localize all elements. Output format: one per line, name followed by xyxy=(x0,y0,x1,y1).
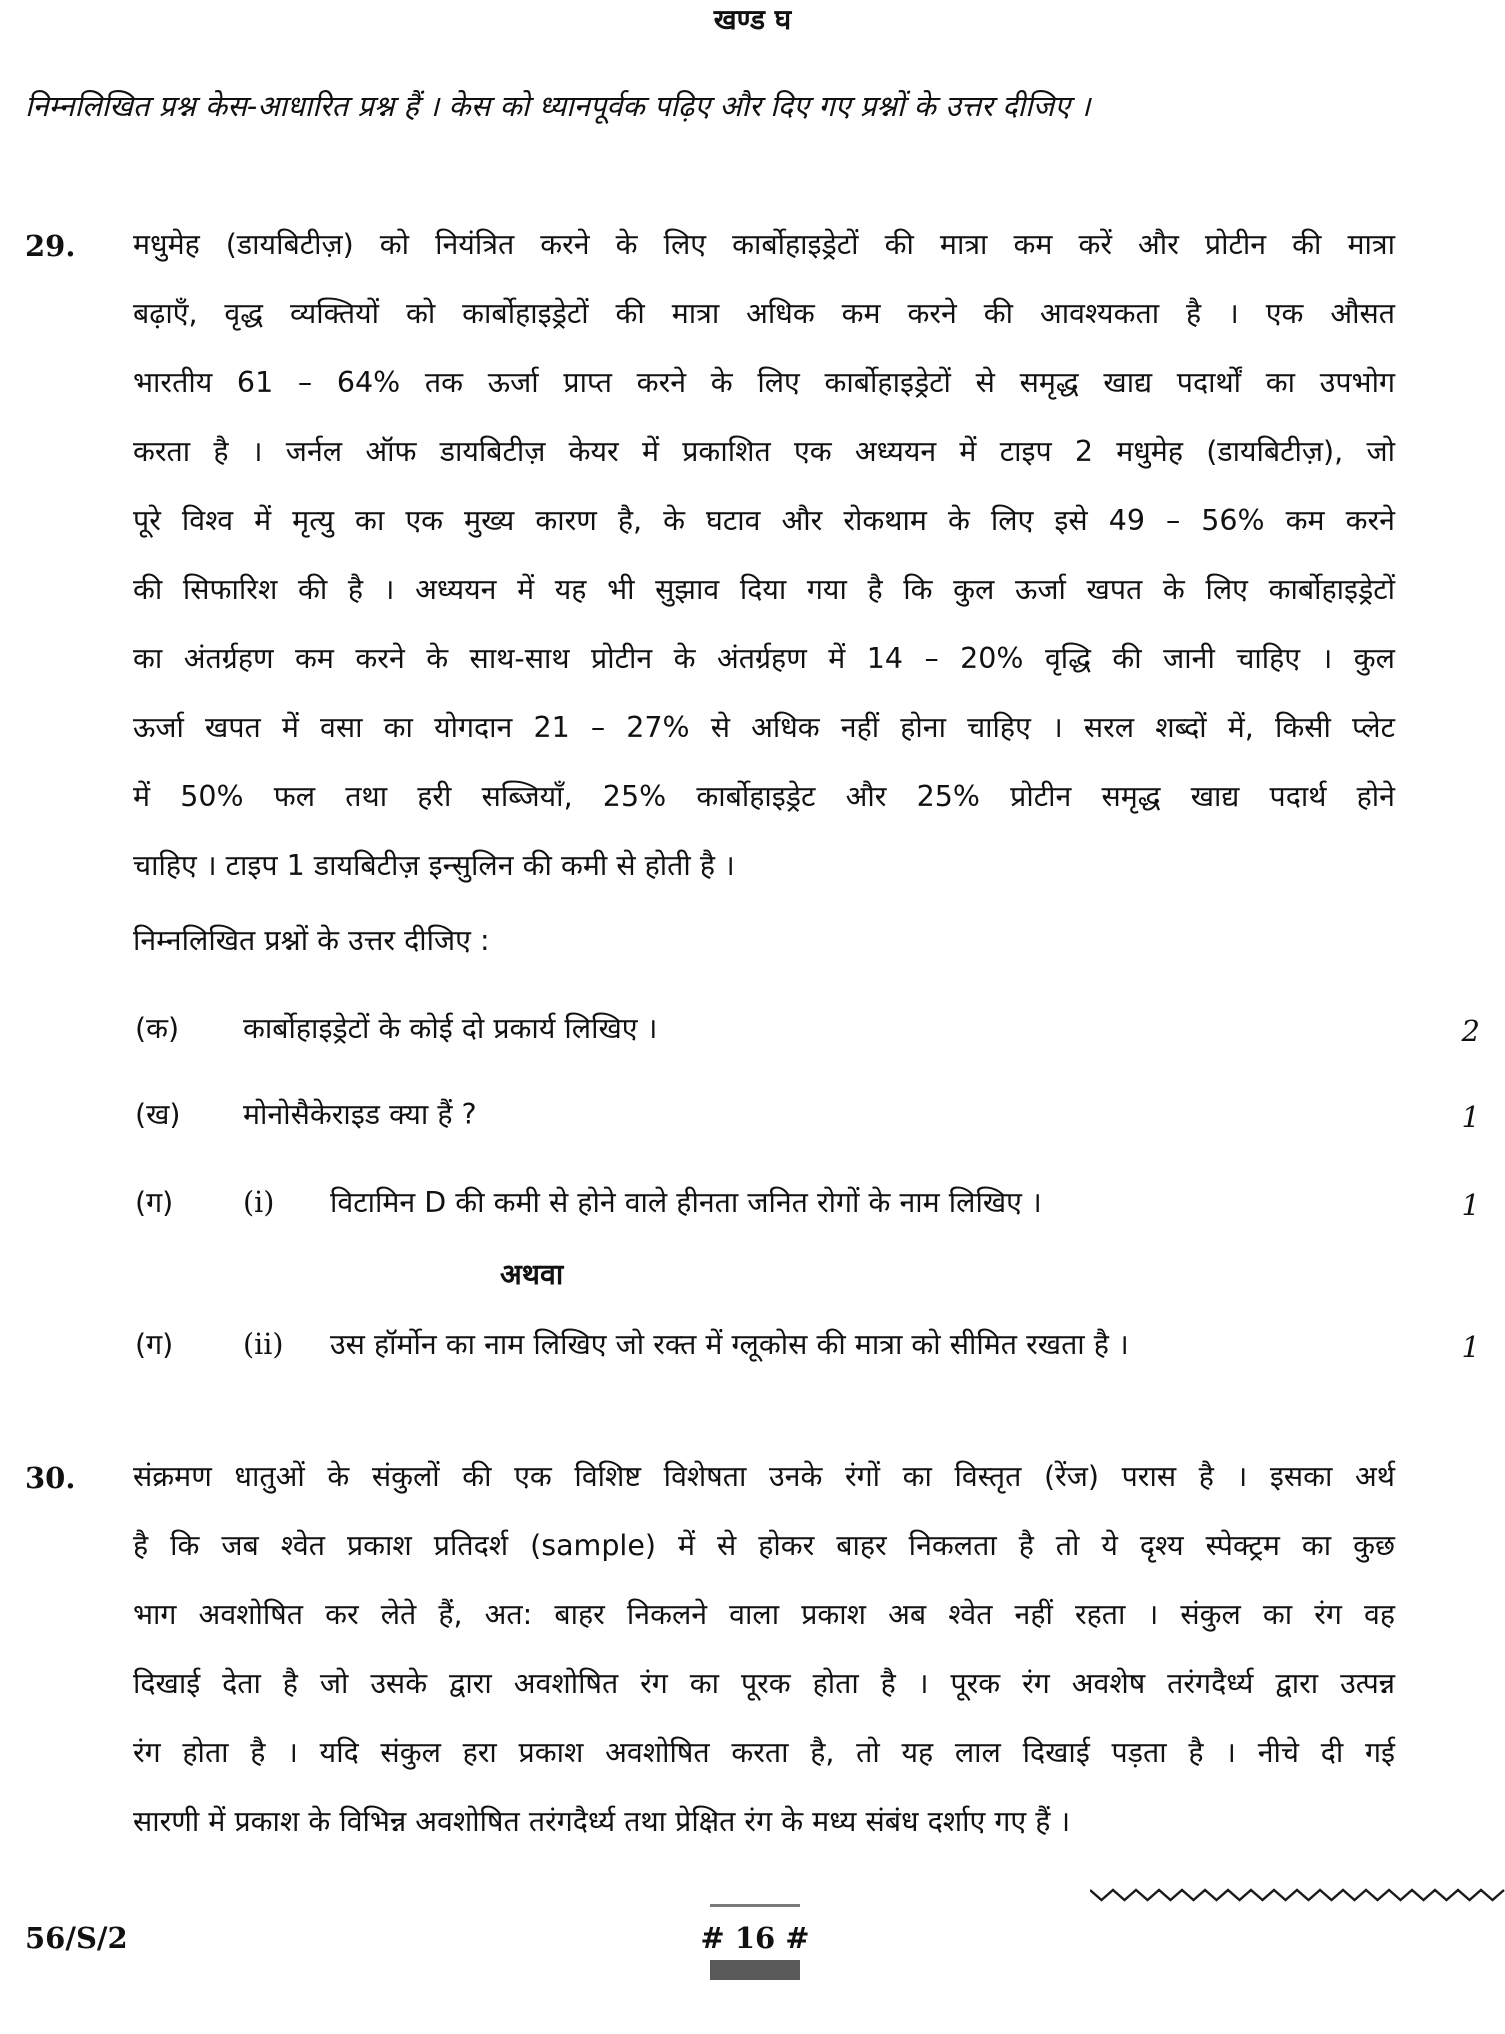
paragraph-line: पूरे विश्व में मृत्यु का एक मुख्य कारण है, के घटाव और रोकथाम के लिए इसे 49 – 56% कम करने xyxy=(133,504,1395,537)
sub-question-roman-i: (i) xyxy=(243,1186,275,1219)
page-number: # 16 # xyxy=(700,1921,810,1955)
paragraph-line: भाग अवशोषित कर लेते हैं, अत: बाहर निकलने वाला प्रकाश अब श्वेत नहीं रहता । संकुल का रंग वह xyxy=(133,1598,1395,1631)
question-number-29: 29. xyxy=(25,229,76,263)
paragraph-line: का अंतर्ग्रहण कम करने के साथ-साथ प्रोटीन के अंतर्ग्रहण में 14 – 20% वृद्धि की जानी चाहिए । कुल xyxy=(133,642,1395,675)
sub-question-label-ka: (क) xyxy=(135,1012,180,1045)
paragraph-line: है कि जब श्वेत प्रकाश प्रतिदर्श (sample) में से होकर बाहर निकलता है तो ये दृश्य स्पेक्ट्रम का कुछ xyxy=(133,1529,1395,1562)
section-instruction: निम्नलिखित प्रश्न केस-आधारित प्रश्न हैं । केस को ध्यानपूर्वक पढ़िए और दिए गए प्रश्नों के उत्तर दीजिए । xyxy=(25,89,1091,123)
paragraph-line: बढ़ाएँ, वृद्ध व्यक्तियों को कार्बोहाइड्रेटों की मात्रा अधिक कम करने की आवश्यकता है । एक औसत xyxy=(133,297,1395,330)
marks-ga-ii: 1 xyxy=(1461,1330,1480,1364)
continuation-zigzag-icon xyxy=(1090,1884,1505,1906)
marks-kha: 1 xyxy=(1461,1100,1480,1134)
sub-question-prompt: निम्नलिखित प्रश्नों के उत्तर दीजिए : xyxy=(133,924,490,957)
page-number-block xyxy=(710,1960,800,1980)
paragraph-line: करता है । जर्नल ऑफ डायबिटीज़ केयर में प्रकाशित एक अध्ययन में टाइप 2 मधुमेह (डायबिटीज़), जो xyxy=(133,435,1395,468)
paragraph-line: रंग होता है । यदि संकुल हरा प्रकाश अवशोषित करता है, तो यह लाल दिखाई पड़ता है । नीचे दी गई xyxy=(133,1736,1395,1769)
section-title: खण्ड घ xyxy=(713,3,792,36)
paragraph-line: दिखाई देता है जो उसके द्वारा अवशोषित रंग का पूरक होता है । पूरक रंग अवशेष तरंगदैर्ध्य द्वारा उत्पन्न xyxy=(133,1667,1395,1700)
paragraph-line: संक्रमण धातुओं के संकुलों की एक विशिष्ट विशेषता उनके रंगों का विस्तृत (रेंज) परास है । इसका अर्थ xyxy=(133,1460,1395,1493)
marks-ka: 2 xyxy=(1461,1014,1480,1048)
sub-question-text-ka: कार्बोहाइड्रेटों के कोई दो प्रकार्य लिखिए । xyxy=(243,1012,658,1045)
paragraph-line: चाहिए । टाइप 1 डायबिटीज़ इन्सुलिन की कमी से होती है । xyxy=(133,849,735,882)
case-paragraph-30 xyxy=(133,1456,1395,1870)
paragraph-line: भारतीय 61 – 64% तक ऊर्जा प्राप्त करने के लिए कार्बोहाइड्रेटों से समृद्ध खाद्य पदार्थों का उपभोग xyxy=(133,366,1395,399)
sub-question-roman-ii: (ii) xyxy=(243,1328,284,1361)
marks-ga-i: 1 xyxy=(1461,1188,1480,1222)
paragraph-line: सारणी में प्रकाश के विभिन्न अवशोषित तरंगदैर्ध्य तथा प्रेक्षित रंग के मध्य संबंध दर्शाए गए हैं । xyxy=(133,1805,1071,1838)
page-number-rule xyxy=(710,1904,800,1907)
or-label: अथवा xyxy=(500,1258,564,1291)
sub-question-text-kha: मोनोसैकेराइड क्या हैं ? xyxy=(243,1098,477,1131)
sub-question-text-ga-i: विटामिन D की कमी से होने वाले हीनता जनित रोगों के नाम लिखिए । xyxy=(330,1186,1042,1219)
sub-question-label-ga-ii: (ग) xyxy=(135,1328,174,1361)
question-number-30: 30. xyxy=(25,1461,76,1495)
paragraph-line: की सिफारिश की है । अध्ययन में यह भी सुझाव दिया गया है कि कुल ऊर्जा खपत के लिए कार्बोहाइड्रेटों xyxy=(133,573,1395,606)
paragraph-line: मधुमेह (डायबिटीज़) को नियंत्रित करने के लिए कार्बोहाइड्रेटों की मात्रा कम करें और प्रोटीन की मात्रा xyxy=(133,228,1395,261)
sub-question-text-ga-ii: उस हॉर्मोन का नाम लिखिए जो रक्त में ग्लूकोस की मात्रा को सीमित रखता है । xyxy=(330,1328,1129,1361)
case-paragraph-29 xyxy=(133,224,1395,914)
paper-code: 56/S/2 xyxy=(25,1921,128,1955)
sub-question-label-kha: (ख) xyxy=(135,1098,181,1131)
paragraph-line: ऊर्जा खपत में वसा का योगदान 21 – 27% से अधिक नहीं होना चाहिए । सरल शब्दों में, किसी प्लेट xyxy=(133,711,1395,744)
sub-question-label-ga-i: (ग) xyxy=(135,1186,174,1219)
paragraph-line: में 50% फल तथा हरी सब्जियाँ, 25% कार्बोहाइड्रेट और 25% प्रोटीन समृद्ध खाद्य पदार्थ होने xyxy=(133,780,1395,813)
